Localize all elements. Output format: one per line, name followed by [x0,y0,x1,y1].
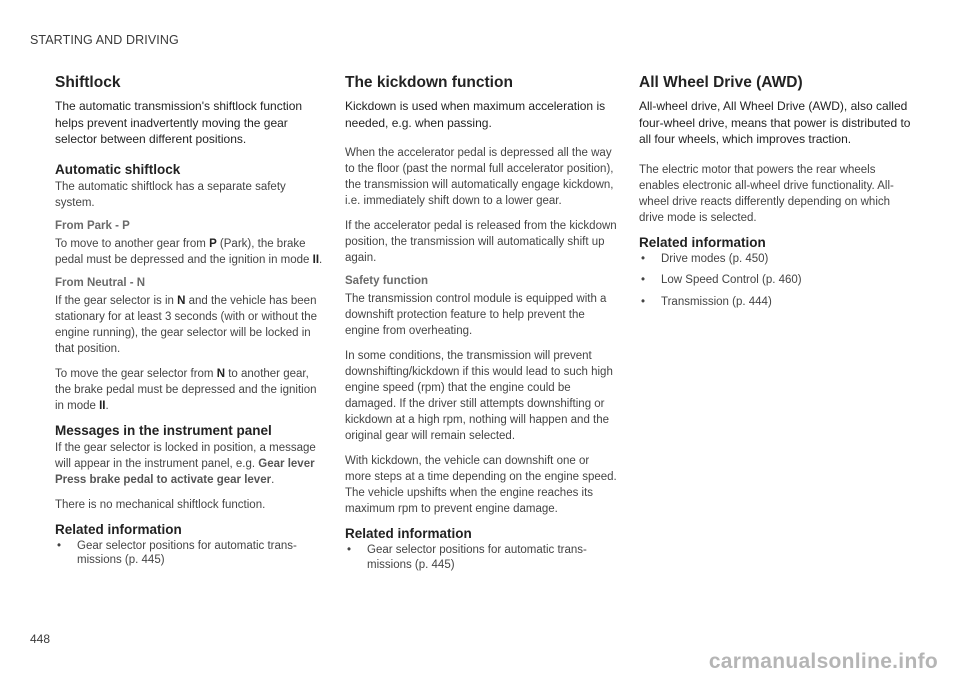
heading-safety-function: Safety function [345,275,429,287]
column-awd [639,74,911,316]
column-shiftlock [55,74,323,575]
safety-text-2: In some conditions, the transmission will prevent downshifting/kickdown if this would lead to such high engine speed (rpm) that the engine could be damaged. If the driver still attempts downshifting or kickdown at a high rpm, nothing will happen and the original gear will remain selected. [345,350,613,442]
awd-text-1: The electric motor that powers the rear wheels enables electronic all-wheel drive functionality. All-wheel drive reacts differently depending on which drive mode is selected. [639,163,894,224]
related-link-transmission[interactable]: • Transmission (p. 444) [639,295,911,310]
heading-messages-instrument-panel: Messages in the instrument panel [55,422,272,438]
related-list [639,252,911,310]
heading-automatic-shiftlock: Automatic shiftlock [55,161,181,177]
safety-text-3: With kickdown, the vehicle can downshift one or more steps at a time depending on the engine speed. The vehicle upshifts when the engine reaches its maximum rpm to prevent engine damage. [345,455,617,515]
section-title-shiftlock: Shiftlock [55,74,121,91]
column-kickdown [345,74,617,579]
related-list [55,539,323,568]
page-header: STARTING AND DRIVING [30,33,179,47]
awd-lead: All-wheel drive, All Wheel Drive (AWD), also called four-wheel drive, means that power is distributed to all four wheels, which improves traction. [639,99,911,146]
heading-from-park: From Park - P [55,219,130,232]
kickdown-text-2: If the accelerator pedal is released from the kickdown position, the transmission will automatically shift up again. [345,220,617,264]
messages-text: If the gear selector is locked in position, a message will appear in the instrument panel, e.g. Gear lever Press brake pedal to activate gear lever. [55,441,316,486]
related-link-low-speed-control[interactable]: • Low Speed Control (p. 460) [639,273,911,288]
no-mechanical-shiftlock-text: There is no mechanical shiftlock function. [55,498,266,511]
from-park-text: To move to another gear from P (Park), the brake pedal must be depressed and the ignition in mode II. [55,237,323,266]
kickdown-text-1: When the accelerator pedal is depressed all the way to the floor (past the normal full accelerator position), the transmission will automatically engage kickdown, i.e. immediately shift down to a lower gear. [345,147,614,207]
automatic-shiftlock-text: The automatic shiftlock has a separate safety system. [55,180,286,209]
safety-text-1: The transmission control module is equipped with a downshift protection feature to help prevent the engine from overheating. [345,293,607,337]
watermark: carmanualsonline.info [708,650,938,673]
related-link-drive-modes[interactable]: • Drive modes (p. 450) [639,252,911,267]
heading-related-information: Related information [639,234,766,250]
kickdown-lead: Kickdown is used when maximum acceleration is needed, e.g. when passing. [345,99,606,130]
heading-related-information: Related information [345,526,472,541]
from-neutral-text-1: If the gear selector is in N and the vehicle has been stationary for at least 3 seconds (with or without the engine running), the gear selector will be locked in that position. [55,294,318,355]
related-link[interactable]: • Gear selector positions for automatic transmissions (p. 445) [55,539,323,568]
shiftlock-lead: The automatic transmission's shiftlock function helps prevent inadvertently moving the gear selector between different positions. [55,99,303,146]
heading-from-neutral: From Neutral - N [55,276,146,289]
page-number: 448 [30,632,51,646]
section-title-kickdown: The kickdown function [345,74,513,91]
from-neutral-text-2: To move the gear selector from N to another gear, the brake pedal must be depressed and the ignition in mode II. [55,367,317,412]
related-link[interactable]: • Gear selector positions for automatic transmissions (p. 445) [345,543,617,572]
section-title-awd: All Wheel Drive (AWD) [639,74,803,91]
related-list [345,543,617,572]
heading-related-information: Related information [55,521,182,537]
